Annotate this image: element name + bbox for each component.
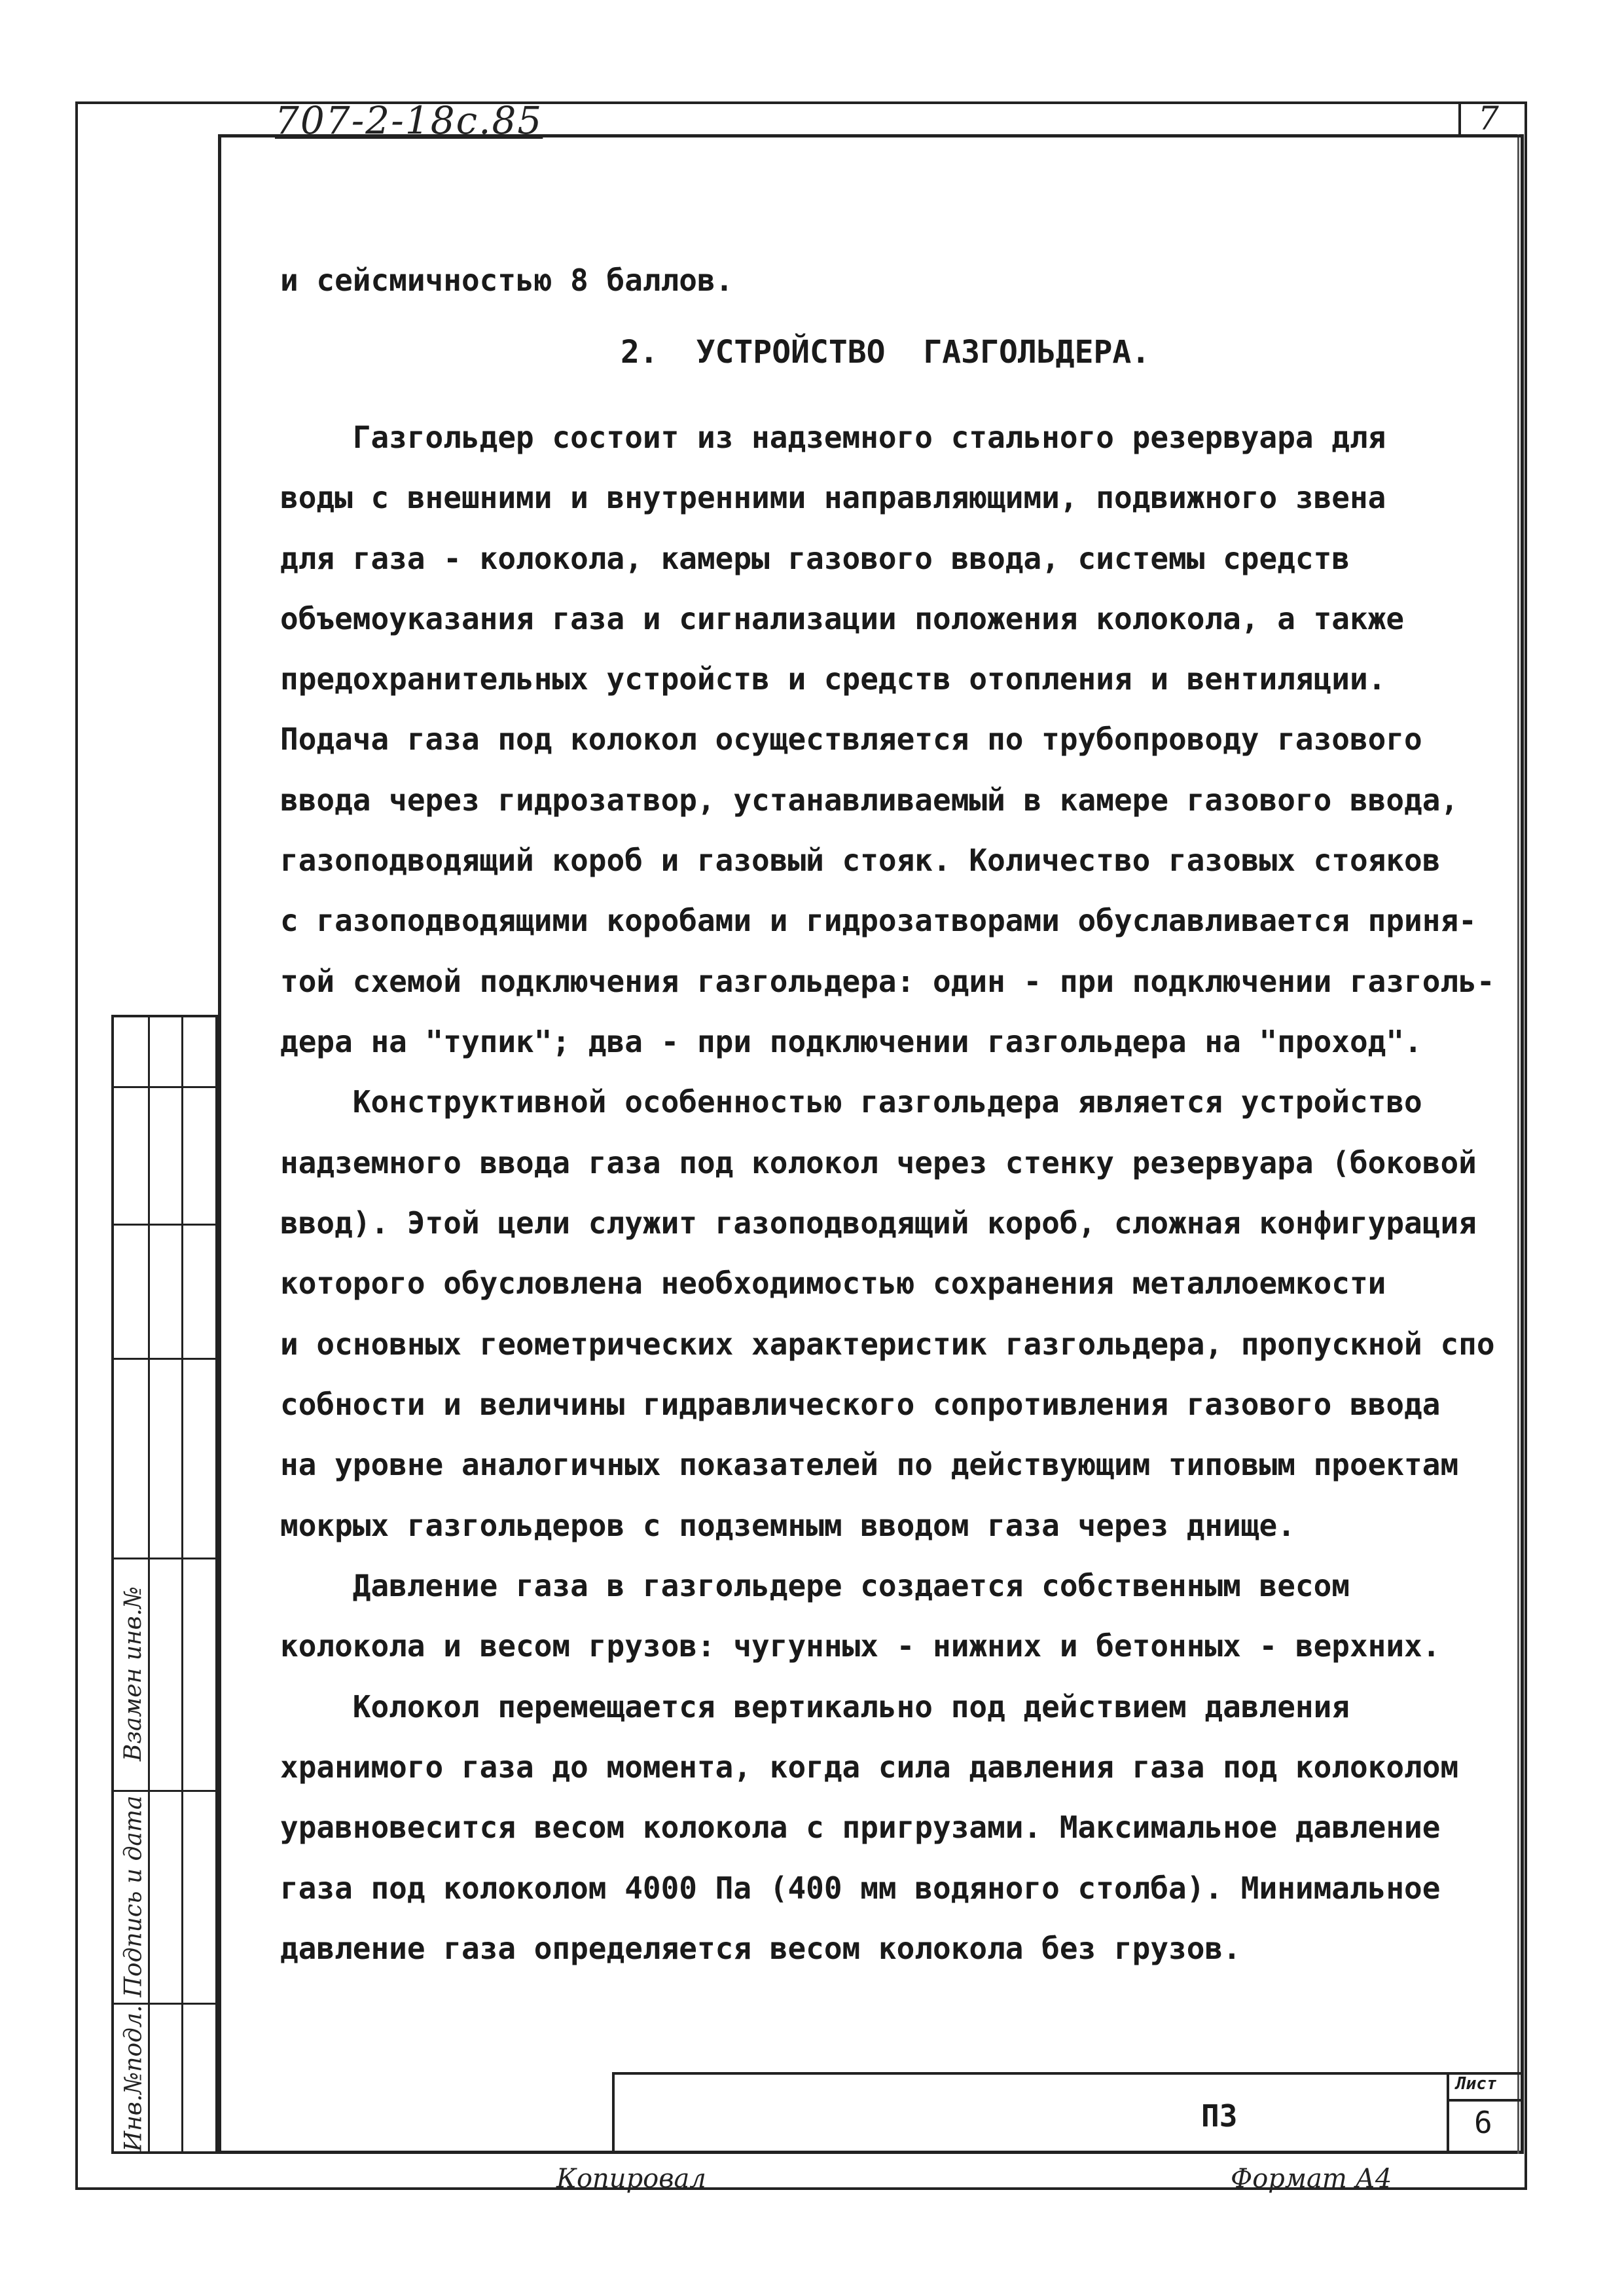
text-line: ввода через гидрозатвор, устанавливаемый в камере газового ввода, xyxy=(280,782,1459,818)
sheet-label: Лист xyxy=(1456,2074,1497,2094)
stamp-column-line xyxy=(181,1017,183,2151)
text-line: уравновесится весом колокола с пригрузами. Максимальное давление xyxy=(280,1810,1441,1845)
text-line: собности и величины гидравлического сопротивления газового ввода xyxy=(280,1387,1441,1422)
text-line: и сейсмичностью 8 баллов. xyxy=(280,263,734,298)
format-label: Формат А4 xyxy=(1231,2164,1392,2194)
text-line: для газа - колокола, камеры газового ввода, системы средств xyxy=(280,541,1350,576)
stamp-label-replacement-inv: Взамен инв.№ xyxy=(120,1586,147,1762)
text-line: газоподводящий короб и газовый стояк. Количество газовых стояков xyxy=(280,843,1441,878)
text-line: и основных геометрических характеристик газгольдера, пропускной спо xyxy=(280,1326,1495,1362)
text-line: Газгольдер состоит из надземного стального резервуара для xyxy=(280,420,1386,455)
text-line: давление газа определяется весом колокола без грузов. xyxy=(280,1931,1241,1966)
stamp-label-signature-date: Подпись и дата xyxy=(120,1795,147,1997)
stamp-row-line xyxy=(114,1224,215,1226)
text-line: ввод). Этой цели служит газоподводящий короб, сложная конфигурация xyxy=(280,1205,1477,1241)
text-line: Колокол перемещается вертикально под действием давления xyxy=(280,1689,1350,1724)
text-line: которого обусловлена необходимостью сохранения металлоемкости xyxy=(280,1266,1386,1301)
sheet-number: 6 xyxy=(1474,2105,1492,2140)
text-line: хранимого газа до момента, когда сила давления газа под колоколом xyxy=(280,1749,1459,1785)
text-line: той схемой подключения газгольдера: один - при подключении газголь- xyxy=(280,964,1495,999)
section-heading: 2. УСТРОЙСТВО ГАЗГОЛЬДЕРА. xyxy=(621,334,1151,371)
text-line: Конструктивной особенностью газгольдера является устройство xyxy=(280,1084,1422,1120)
stamp-row-line xyxy=(114,1086,215,1088)
body-text xyxy=(280,0,1521,2296)
stamp-column-line xyxy=(148,1017,150,2151)
text-line: надземного ввода газа под колокол через стенку резервуара (боковой xyxy=(280,1145,1477,1180)
text-line: на уровне аналогичных показателей по действующим типовым проектам xyxy=(280,1447,1459,1482)
text-line: газа под колоколом 4000 Па (400 мм водяного столба). Минимальное xyxy=(280,1870,1441,1906)
text-line: предохранительных устройств и средств отопления и вентиляции. xyxy=(280,661,1386,697)
text-line: с газоподводящими коробами и гидрозатворами обуславливается приня- xyxy=(280,903,1477,938)
text-line: воды с внешними и внутренними направляющими, подвижного звена xyxy=(280,480,1386,515)
text-line: колокола и весом грузов: чугунных - нижних и бетонных - верхних. xyxy=(280,1628,1441,1664)
stamp-row-line xyxy=(114,1358,215,1360)
text-line: Подача газа под колокол осуществляется по трубопроводу газового xyxy=(280,721,1422,757)
document-code: 707-2-18с.85 xyxy=(275,98,543,143)
text-line: Давление газа в газгольдере создается собственным весом xyxy=(280,1568,1350,1603)
text-line: объемоуказания газа и сигнализации положения колокола, а также xyxy=(280,601,1405,636)
copied-by-label: Копировал xyxy=(556,2164,706,2194)
stamp-label-inv-no: Инв.№подл. xyxy=(120,2005,147,2151)
corner-page-number: 7 xyxy=(1478,100,1499,137)
text-line: дера на "тупик"; два - при подключении газгольдера на "проход". xyxy=(280,1024,1422,1059)
text-line: мокрых газгольдеров с подземным вводом газа через днище. xyxy=(280,1508,1295,1543)
document-section-code: ПЗ xyxy=(1201,2098,1238,2134)
title-block xyxy=(612,2072,1524,2154)
margin-stamp xyxy=(111,1015,218,2154)
